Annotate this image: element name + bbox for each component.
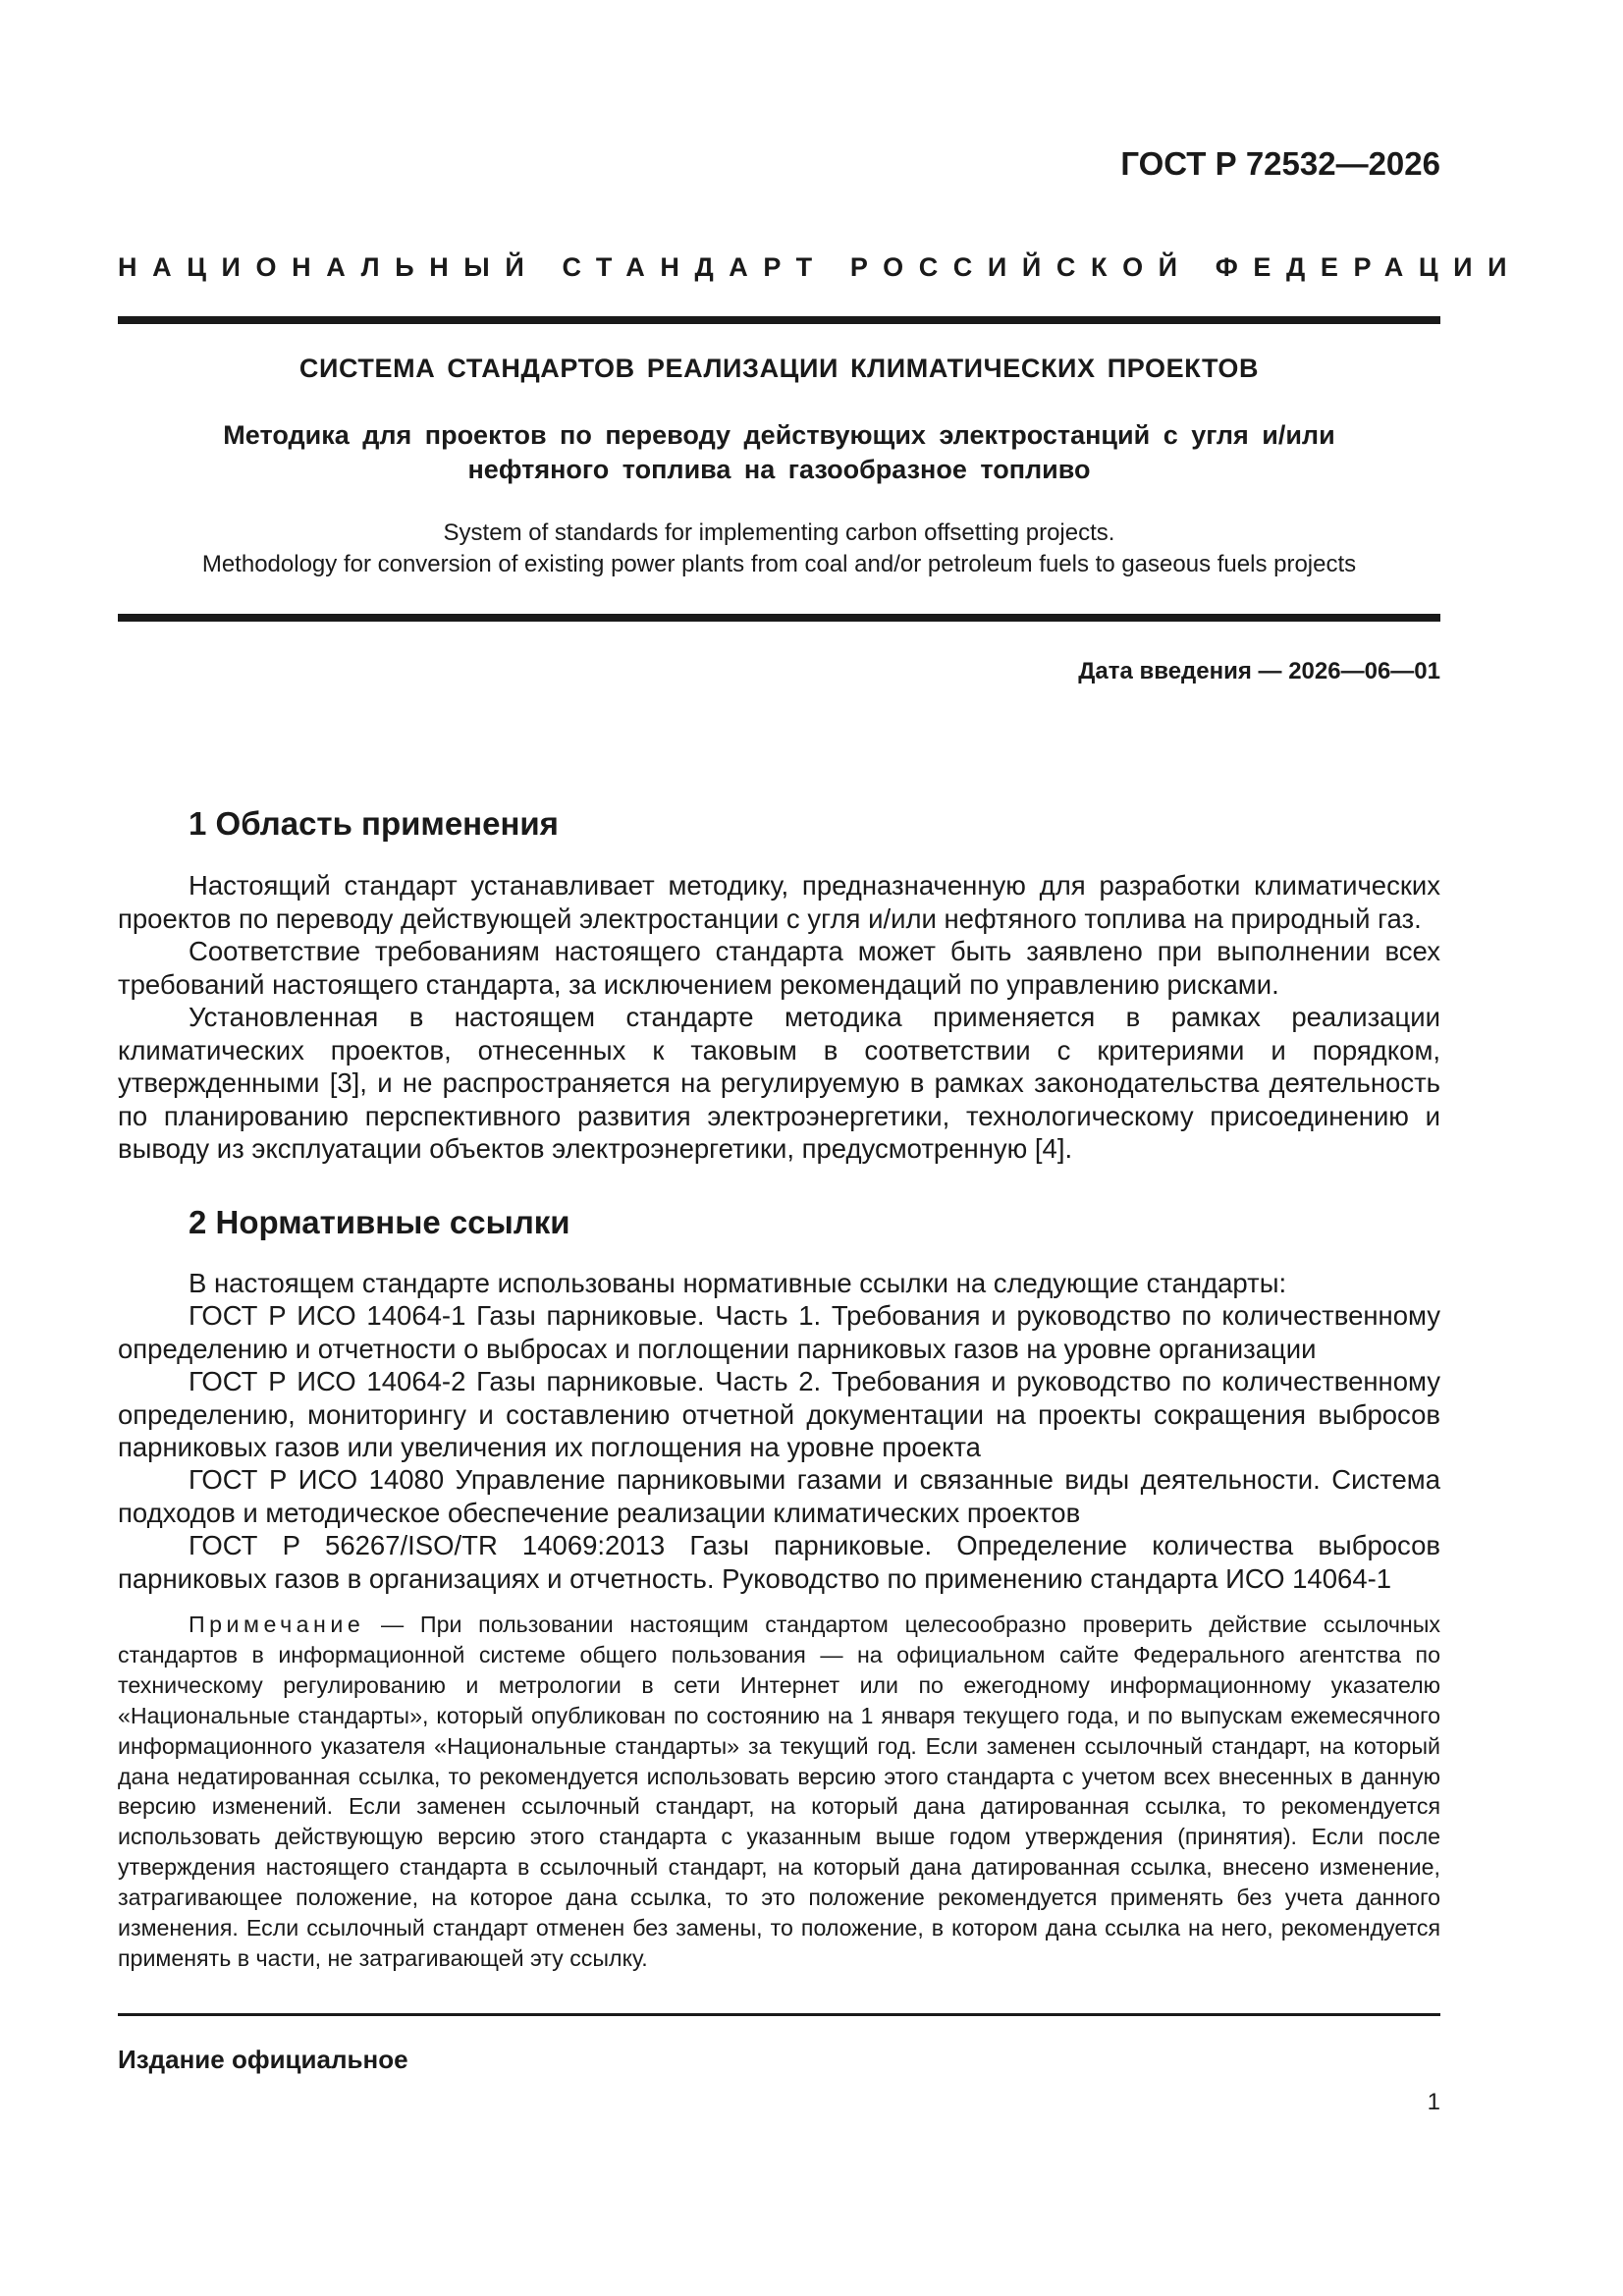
methodology-title: Методика для проектов по переводу действующих электростанций с угля и/или нефтяного топлива на газообразное топливо (223, 420, 1335, 484)
normative-reference: ГОСТ Р ИСО 14064-2 Газы парниковые. Часть 2. Требования и руководство по количественному определению, мониторингу и составлению отчетной документации на проекты сокращения выбросов парниковых газов или увеличения их поглощения на уровне проекта (118, 1366, 1440, 1462)
section-1-heading: 1 Область применения (189, 805, 559, 842)
section-1-paragraph: Установленная в настоящем стандарте методика применяется в рамках реализации климатических проектов, отнесенных к таковым в соответствии с критериями и порядком, утвержденными [3], и не распространяется на регулируемую в рамках законодательства деятельность по планированию перспективного развития электроэнергетики, технологическому присоединению и выводу из эксплуатации объектов электроэнергетики, предусмотренную [4]. (118, 1002, 1440, 1164)
title-divider (118, 614, 1440, 622)
normative-reference: ГОСТ Р ИСО 14064-1 Газы парниковые. Часть 1. Требования и руководство по количественному определению и отчетности о выбросах и поглощении парниковых газов на уровне организации (118, 1300, 1440, 1364)
note-label: Примечание (189, 1612, 365, 1637)
english-title-line-2: Methodology for conversion of existing power plants from coal and/or petroleum fuels to gaseous fuels projects (201, 551, 1357, 577)
national-standard-banner: НАЦИОНАЛЬНЫЙ СТАНДАРТ РОССИЙСКОЙ ФЕДЕРАЦИИ (118, 252, 1523, 282)
normative-reference: ГОСТ Р ИСО 14080 Управление парниковыми газами и связанные виды деятельности. Система подходов и методическое обеспечение реализации климатических проектов (118, 1464, 1440, 1528)
top-divider (118, 316, 1440, 324)
introduction-date: Дата введения — 2026—06—01 (1078, 658, 1440, 684)
note-text: — При пользовании настоящим стандартом целесообразно проверить действие ссылочных стандартов в информационной системе общего пользования — на официальном сайте Федерального агентства по техническому регулированию и метрологии в сети Интернет или по ежегодному информационному указателю «Национальные стандарты», который опубликован по состоянию на 1 января текущего года, и по выпускам ежемесячного информационного указателя «Национальные стандарты» за текущий год. Если заменен ссылочный стандарт, на который дана недатированная ссылка, то рекомендуется использовать версию этого стандарта с учетом всех внесенных в данную версию изменений. Если заменен ссылочный стандарт, на который дана датированная ссылка, то рекомендуется использовать действующую версию этого стандарта с указанным выше годом утверждения (принятия). Если после утверждения настоящего стандарта в ссылочный стандарт, на который дана датированная ссылка, внесено изменение, затрагивающее положение, на которое дана ссылка, то это положение рекомендуется применять без учета данного изменения. Если ссылочный стандарт отменен без замены, то положение, в котором дана ссылка на него, рекомендуется применять в части, не затрагивающей эту ссылку. (118, 1612, 1440, 1971)
page-number: 1 (1427, 2089, 1440, 2115)
english-title-line-1: System of standards for implementing carbon offsetting projects. (443, 519, 1115, 546)
section-2-intro: В настоящем стандарте использованы нормативные ссылки на следующие стандарты: (189, 1268, 1287, 1298)
document-code: ГОСТ Р 72532—2026 (1120, 145, 1440, 182)
normative-reference: ГОСТ Р 56267/ISO/TR 14069:2013 Газы парниковые. Определение количества выбросов парниковых газов в организациях и отчетность. Руководство по применению стандарта ИСО 14064-1 (118, 1530, 1440, 1594)
note (118, 1610, 1440, 1974)
bottom-divider (118, 2013, 1440, 2016)
english-title (118, 518, 1440, 580)
section-1-paragraph: Настоящий стандарт устанавливает методику, предназначенную для разработки климатических проектов по переводу действующей электростанции с угля и/или нефтяного топлива на природный газ. (118, 870, 1440, 934)
section-2-heading: 2 Нормативные ссылки (189, 1204, 570, 1240)
section-1-paragraph: Соответствие требованиям настоящего стандарта может быть заявлено при выполнении всех требований настоящего стандарта, за исключением рекомендаций по управлению рисками. (118, 936, 1440, 1000)
system-title: СИСТЕМА СТАНДАРТОВ РЕАЛИЗАЦИИ КЛИМАТИЧЕСКИХ ПРОЕКТОВ (298, 354, 1260, 383)
edition-label: Издание официальное (118, 2045, 408, 2074)
